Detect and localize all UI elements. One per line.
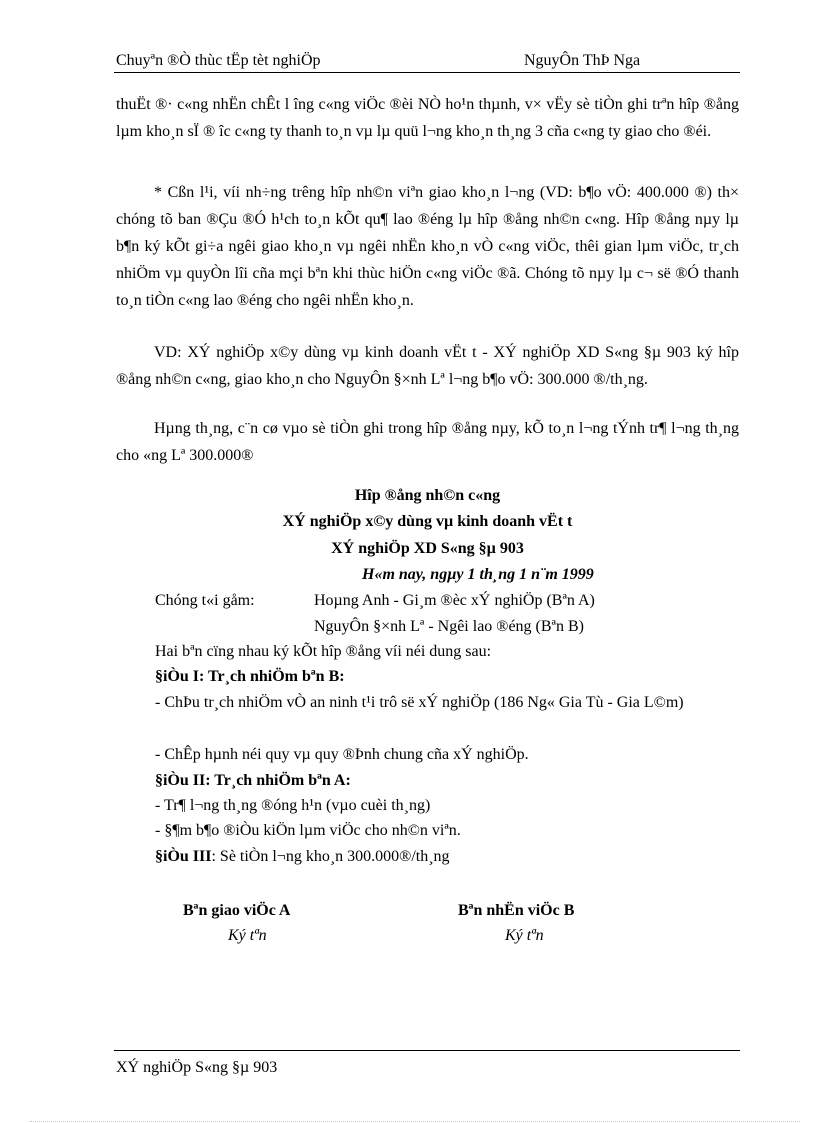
article-1-item-1: - ChÞu tr¸ch nhiÖm vÒ an ninh t¹i trô së xÝ nghiÖp (186 Ng« Gia Tù - Gia L©m) [155,694,684,711]
contract-date: H«m nay, ngµy 1 th¸ng 1 n¨m 1999 [362,566,594,583]
article-2-item-2: - §¶m b¶o ®iÒu kiÖn lµm viÖc cho nh©n viªn. [155,822,461,839]
page-header [114,50,740,73]
signature-b: Ký tªn [505,927,544,944]
article-2-title: §iÒu II: Tr¸ch nhiÖm bªn A: [155,772,351,789]
party-b: NguyÔn §×nh Lª - Ngêi lao ®éng (Bªn B) [314,618,584,635]
contract-title: Hîp ®ång nh©n c«ng [354,487,501,504]
paragraph-4: Hµng th¸ng, c¨n cø vµo sè tiÒn ghi trong hîp ®ång nµy, kÕ to¸n l¬ng tÝnh tr¶ l¬ng th¸ng cho «ng Lª 300.000® [116,420,739,464]
article-2-item-1: - Tr¶ l¬ng th¸ng ®óng h¹n (vµo cuèi th¸ng) [155,797,431,814]
signature-b-label: Bªn nhËn viÖc B [458,902,575,919]
page-footer [114,1050,740,1076]
contract-intro: Hai bªn cïng nhau ký kÕt hîp ®ång víi néi dung sau: [155,643,492,660]
signature-a: Ký tªn [228,927,267,944]
parties-label: Chóng t«i gåm: [155,592,255,609]
article-1-title: §iÒu I: Tr¸ch nhiÖm bªn B: [155,668,345,685]
contract-unit: XÝ nghiÖp XD S«ng §µ 903 [331,540,524,557]
article-3 [155,843,450,870]
header-author: NguyÔn ThÞ Nga [524,52,641,69]
page-bottom-divider [30,1121,800,1122]
article-3-title: §iÒu III [155,848,212,865]
paragraph-1: thuËt ®· c«ng nhËn chÊt l îng c«ng viÖc ®èi NÒ ho¹n thµnh, v× vËy sè tiÒn ghi trªn hîp ®ång lµm kho¸n sÏ ® îc c«ng ty thanh to¸n vµ lµ quü l¬ng kho¸n th¸ng 3 cña c«ng ty giao cho ®éi. [116,96,739,140]
footer-text: XÝ nghiÖp S«ng §µ 903 [116,1059,278,1076]
signature-a-label: Bªn giao viÖc A [183,902,291,919]
contract-company: XÝ nghiÖp x©y dùng vµ kinh doanh vËt t [282,513,573,530]
article-3-text: : Sè tiÒn l¬ng kho¸n 300.000®/th¸ng [211,848,450,865]
party-a: Hoµng Anh - Gi¸m ®èc xÝ nghiÖp (Bªn A) [314,592,595,609]
paragraph-3: VD: XÝ nghiÖp x©y dùng vµ kinh doanh vËt t - XÝ nghiÖp XD S«ng §µ 903 ký hîp ®ång nh©n c«ng, giao kho¸n cho NguyÔn §×nh Lª l¬ng b¶o vÖ: 300.000 ®/th¸ng. [116,344,739,388]
paragraph-2: * Cßn l¹i, víi nh÷ng trêng hîp nh©n viªn giao kho¸n l¬ng (VD: b¶o vÖ: 400.000 ®) th× chóng tõ ban ®Çu ®Ó h¹ch to¸n kÕt qu¶ lao ®éng lµ hîp ®ång nh©n c«ng. Hîp ®ång nµy lµ b¶n ký kÕt gi÷a ngêi giao kho¸n vµ ngêi nhËn kho¸n vÒ c«ng viÖc, thêi gian lµm viÖc, tr¸ch nhiÖm vµ quyÒn lîi cña mçi bªn khi thùc hiÖn c«ng viÖc ®ã. Chóng tõ nµy lµ c¬ së ®Ó thanh to¸n tiÒn c«ng lao ®éng cho ngêi nhËn kho¸n. [116,184,739,309]
header-left-title: Chuyªn ®Ò thùc tËp tèt nghiÖp [116,52,321,69]
article-1-item-2: - ChÊp hµnh néi quy vµ quy ®Þnh chung cña xÝ nghiÖp. [155,746,529,763]
